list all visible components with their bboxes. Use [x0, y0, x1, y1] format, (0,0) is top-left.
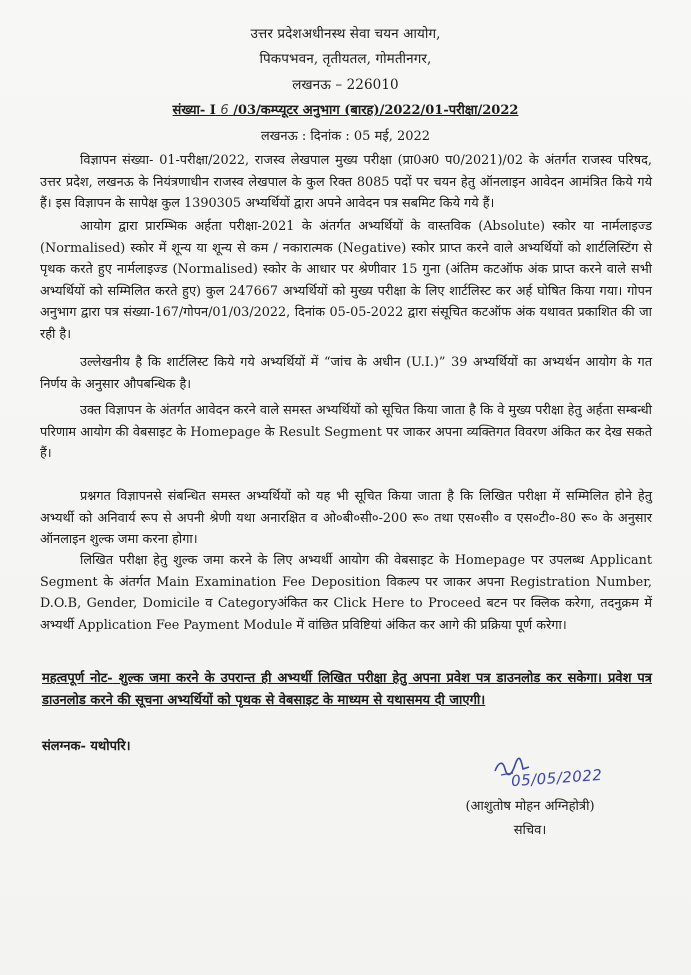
- important-note-text: शुल्क जमा करने के उपरान्त ही अभ्यर्थी लिखित परीक्षा हेतु अपना प्रवेश पत्र डाउनलोड कर सकेगा। प्रवेश पत्र डाउनलोड करने की सूचना अभ्यर्थियों को पृथक से वेबसाइट के माध्यम से यथासमय दी जाएगी।: [42, 671, 652, 708]
- signatory-name: (आशुतोष मोहन अग्निहोत्री): [465, 799, 595, 814]
- issue-date: लखनऊ : दिनांक : 05 मई, 2022: [260, 129, 431, 144]
- reference-number: [0, 100, 691, 118]
- handwritten-signature: [493, 757, 623, 797]
- important-note-label: महत्वपूर्ण नोट-: [42, 671, 113, 686]
- signature-date: 05/05/2022: [510, 765, 603, 791]
- reference-handwritten-number: 6: [220, 103, 229, 118]
- org-address: पिकपभवन, तृतीयतल, गोमतीनगर,: [259, 51, 432, 67]
- reference-prefix: संख्या- I: [172, 103, 216, 118]
- signatory-designation: सचिव।: [513, 823, 547, 838]
- org-city: लखनऊ – 226010: [292, 77, 399, 93]
- org-name: उत्तर प्रदेशअधीनस्थ सेवा चयन आयोग,: [250, 26, 441, 42]
- enclosure-line: संलग्नक- यथोपरि।: [42, 739, 131, 754]
- paragraph-3: उल्लेखनीय है कि शार्टलिस्ट किये गये अभ्यर्थियों में “जांच के अधीन (U.I.)” 39 अभ्यर्थियों का अभ्यर्थन आयोग के गत निर्णय के अनुसार औपबन्धिक है।: [40, 355, 652, 392]
- important-note: [42, 668, 652, 711]
- paragraph-4: उक्त विज्ञापन के अंतर्गत आवेदन करने वाले समस्त अभ्यर्थियों को सूचित किया जाता है कि वे मुख्य परीक्षा हेतु अर्हता सम्बन्धी परिणाम आयोग की वेबसाइट के Homepage के Result Segment पर जाकर अपना व्यक्तिगत विवरण अंकित कर देख सकते हैं।: [40, 403, 652, 462]
- reference-suffix: /03/कम्प्यूटर अनुभाग (बारह)/2022/01-परीक्षा/2022: [233, 103, 519, 118]
- paragraph-2: आयोग द्वारा प्रारम्भिक अर्हता परीक्षा-2021 के अंतर्गत अभ्यर्थियों के वास्तविक (Absolute) स्कोर या नार्मलाइज्ड (Normalised) स्कोर में शून्य या शून्य से कम / नकारात्मक (Negative) स्कोर प्राप्त करने वाले अभ्यर्थियों को शार्टलिस्टिंग से पृथक करते हुए नार्मलाइज्ड (Normalised) स्कोर के आधार पर श्रेणीवार 15 गुना (अंतिम कटऑफ अंक प्राप्त करने वाले सभी अभ्यर्थियों को सम्मिलित करते हुए) कुल 247667 अभ्यर्थियों को मुख्य परीक्षा के लिए शार्टलिस्ट कर अर्ह घोषित किया गया। गोपन अनुभाग द्वारा पत्र संख्या-167/गोपन/01/03/2022, दिनांक 05-05-2022 द्वारा संसूचित कटऑफ अंक यथावत प्रकाशित की जा रही है।: [40, 219, 652, 342]
- paragraph-1: विज्ञापन संख्या- 01-परीक्षा/2022, राजस्व लेखपाल मुख्य परीक्षा (प्रा0अ0 प0/2021)/02 के अंतर्गत राजस्व परिषद, उत्तर प्रदेश, लखनऊ के नियंत्रणाधीन राजस्व लेखपाल के कुल रिक्त 8085 पदों पर चयन हेतु ऑनलाइन आवेदन आमंत्रित किये गये हैं। इस विज्ञापन के सापेक्ष कुल 1390305 अभ्यर्थियों द्वारा अपने आवेदन पत्र सबमिट किये गये हैं।: [40, 153, 652, 212]
- paragraph-6: लिखित परीक्षा हेतु शुल्क जमा करने के लिए अभ्यर्थी आयोग की वेबसाइट के Homepage पर उपलब्ध Applicant Segment के अंतर्गत Main Examination Fee Deposition विकल्प पर जाकर अपना Registration Number, D.O.B, Gender, Domicile व Categoryअंकित कर Click Here to Proceed बटन पर क्लिक करेगा, तदनुक्रम में अभ्यर्थी Application Fee Payment Module में वांछित प्रविष्टियां अंकित कर आगे की प्रक्रिया पूर्ण करेगा।: [40, 553, 652, 633]
- paragraph-5: प्रश्नगत विज्ञापनसे संबन्धित समस्त अभ्यर्थियों को यह भी सूचित किया जाता है कि लिखित परीक्षा में सम्मिलित होने हेतु अभ्यर्थी को अनिवार्य रूप से अपनी श्रेणी यथा अनारक्षित व ओ०बी०सी०-200 रू० तथा एस०सी० व एस०टी०-80 रू० के अनुसार ऑनलाइन शुल्क जमा करना होगा।: [40, 489, 652, 548]
